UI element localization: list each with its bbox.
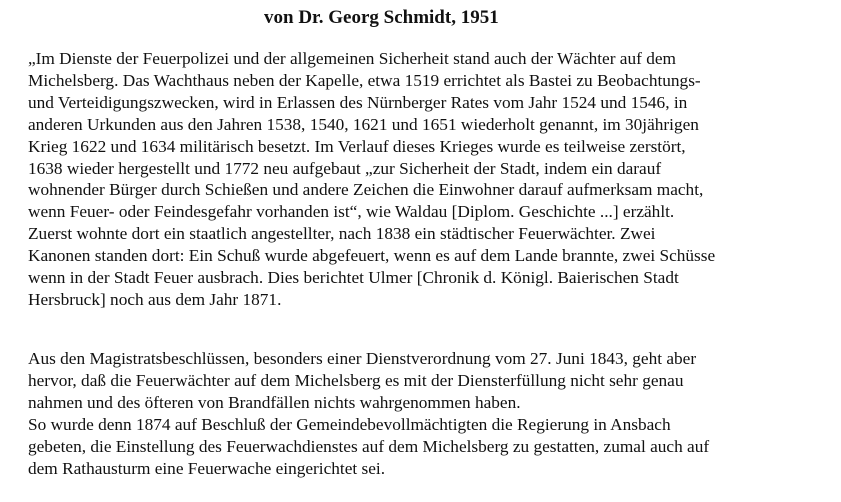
text-line: wenn Feuer- oder Feindesgefahr vorhanden ist“, wie Waldau [Diplom. Geschichte ...] erzählt. xyxy=(28,202,675,222)
text-line: wohnender Bürger durch Schießen und andere Zeichen die Einwohner darauf aufmerksam macht, xyxy=(28,180,704,200)
text-line: So wurde denn 1874 auf Beschluß der Gemeindebevollmächtigten die Regierung in Ansbach xyxy=(28,414,671,434)
text-line: Michelsberg. Das Wachthaus neben der Kapelle, etwa 1519 errichtet als Bastei zu Beobachtungs- xyxy=(28,70,701,90)
text-line: dem Rathausturm eine Feuerwache eingerichtet sei. xyxy=(28,458,386,478)
text-line: anderen Urkunden aus den Jahren 1538, 1540, 1621 und 1651 wiederholt genannt, im 30jährigen xyxy=(28,114,699,134)
text-line: hervor, daß die Feuerwächter auf dem Michelsberg es mit der Diensterfüllung nicht sehr genau xyxy=(28,370,684,390)
text-line: Krieg 1622 und 1634 militärisch besetzt. Im Verlauf dieses Krieges wurde es teilweise zerstört, xyxy=(28,136,686,156)
text-line: und Verteidigungszwecken, wird in Erlassen des Nürnberger Rates vom Jahr 1524 und 1546, in xyxy=(28,92,688,112)
text-line: nahmen und des öfteren von Brandfällen nichts wahrgenommen haben. xyxy=(28,392,521,412)
text-line: Kanonen standen dort: Ein Schuß wurde abgefeuert, wenn es auf dem Lande brannte, zwei Schüsse xyxy=(28,246,716,266)
paragraph-1 xyxy=(28,48,836,311)
text-line: „Im Dienste der Feuerpolizei und der allgemeinen Sicherheit stand auch der Wächter auf dem xyxy=(28,49,676,68)
document-heading: von Dr. Georg Schmidt, 1951 xyxy=(264,7,499,28)
text-line: gebeten, die Einstellung des Feuerwachdienstes auf dem Michelsberg zu gestatten, zumal auch auf xyxy=(28,436,710,456)
text-line: wenn in der Stadt Feuer ausbrach. Dies berichtet Ulmer [Chronik d. Königl. Baierischen Stadt xyxy=(28,268,679,288)
text-line: Aus den Magistratsbeschlüssen, besonders einer Dienstverordnung vom 27. Juni 1843, geht aber xyxy=(28,349,697,368)
text-line: Hersbruck] noch aus dem Jahr 1871. xyxy=(28,289,282,309)
text-line: 1638 wieder hergestellt und 1772 neu aufgebaut „zur Sicherheit der Stadt, indem ein darauf xyxy=(28,158,662,178)
text-line: Zuerst wohnte dort ein staatlich angestellter, nach 1838 ein städtischer Feuerwächter. Zwei xyxy=(28,224,656,244)
paragraph-2 xyxy=(28,348,836,479)
